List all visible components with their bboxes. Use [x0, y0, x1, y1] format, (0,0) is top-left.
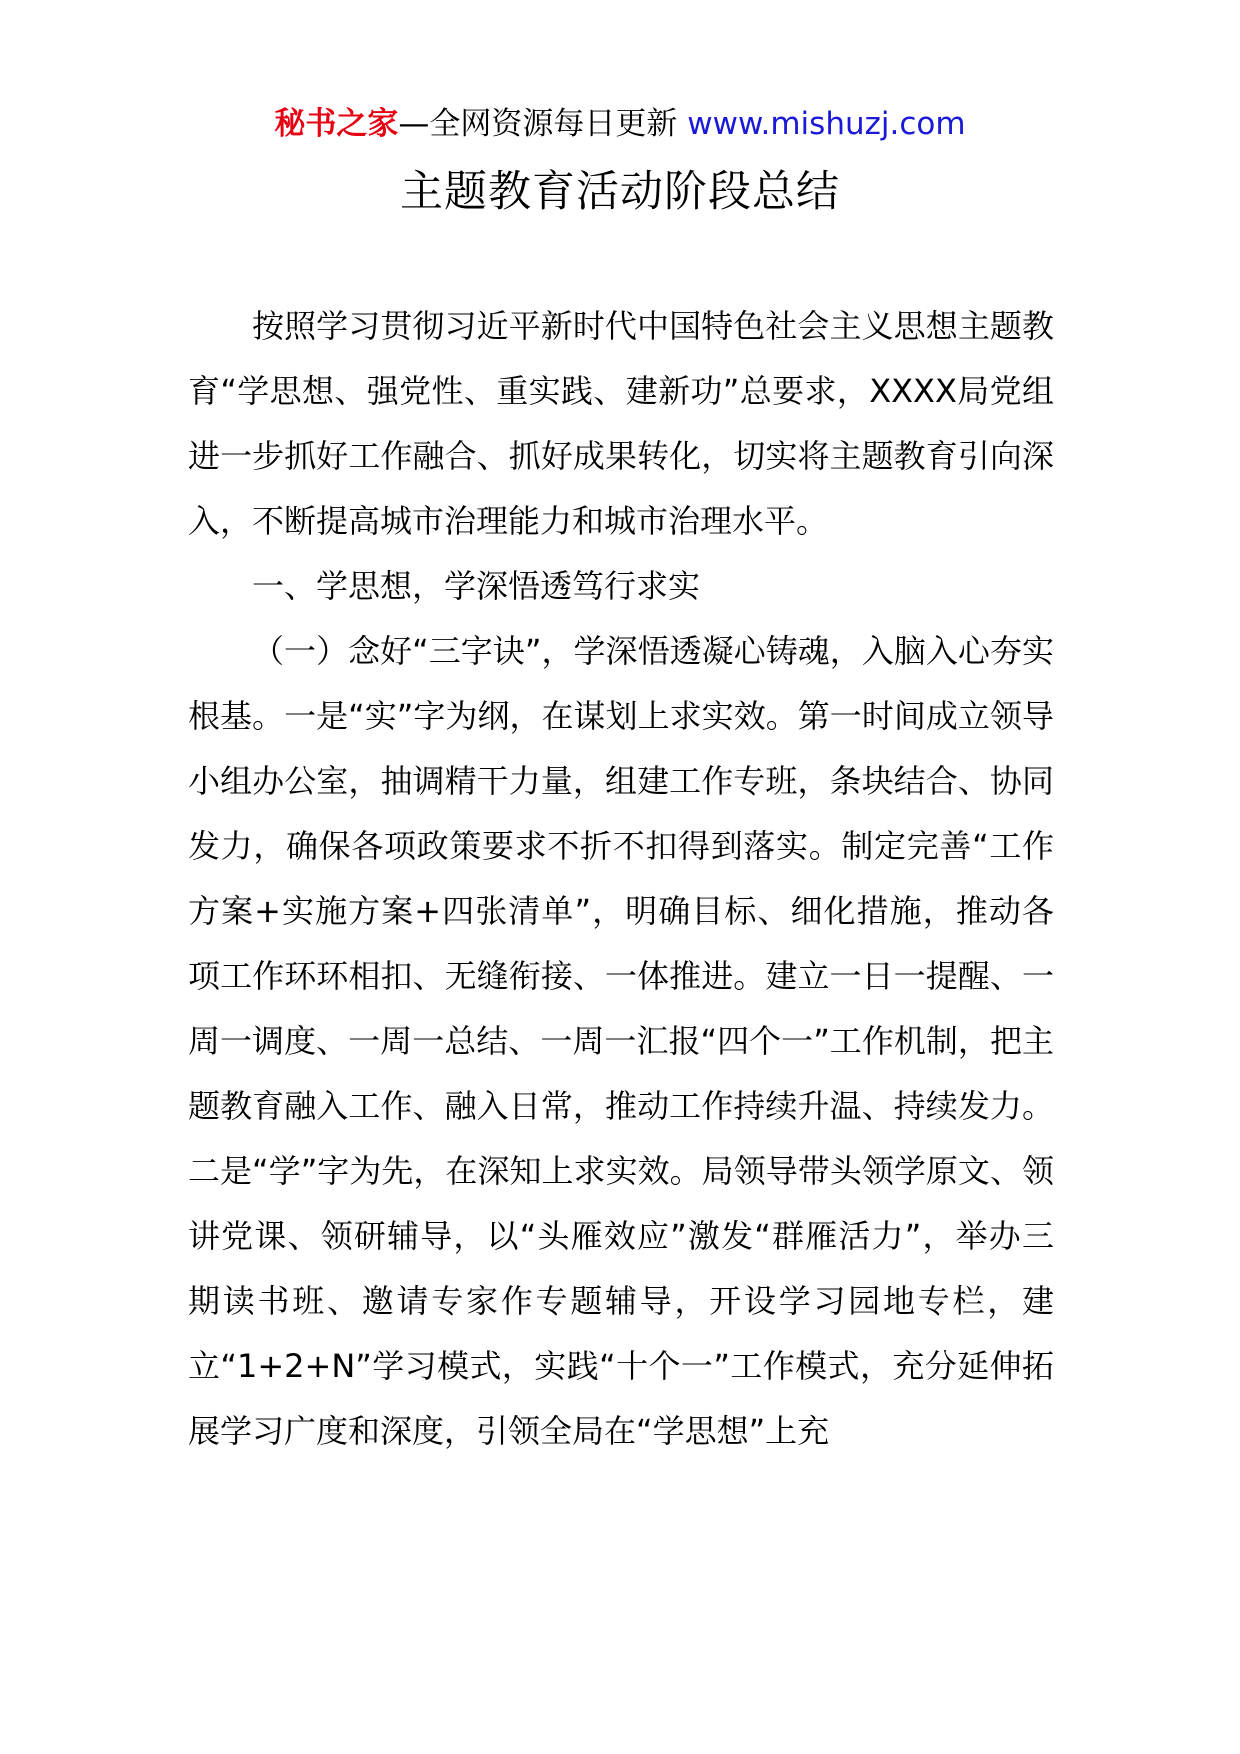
intro-paragraph: 按照学习贯彻习近平新时代中国特色社会主义思想主题教育“学思想、强党性、重实践、建新功”总要求，XXXX局党组进一步抓好工作融合、抓好成果转化，切实将主题教育引向深入，不断提高城市治理能力和城市治理水平。: [188, 307, 1054, 540]
site-header: [0, 102, 1240, 146]
header-tagline: —全网资源每日更新: [398, 106, 688, 142]
document-body: [188, 294, 1054, 1464]
brand-name: 秘书之家: [274, 106, 399, 142]
site-url-link[interactable]: www.mishuzj.com: [687, 106, 966, 142]
document-title: 主题教育活动阶段总结: [400, 167, 840, 217]
body-paragraph: （一）念好“三字诀”，学深悟透凝心铸魂，入脑入心夯实根基。一是“实”字为纲，在谋划上求实效。第一时间成立领导小组办公室，抽调精干力量，组建工作专班，条块结合、协同发力，确保各项政策要求不折不扣得到落实。制定完善“工作方案+实施方案+四张清单”，明确目标、细化措施，推动各项工作环环相扣、无缝衔接、一体推进。建立一日一提醒、一周一调度、一周一总结、一周一汇报“四个一”工作机制，把主题教育融入工作、融入日常，推动工作持续升温、持续发力。二是“学”字为先，在深知上求实效。局领导带头领学原文、领讲党课、领研辅导，以“头雁效应”激发“群雁活力”，举办三期读书班、邀请专家作专题辅导，开设学习园地专栏，建立“1+2+N”学习模式，实践“十个一”工作模式，充分延伸拓展学习广度和深度，引领全局在“学思想”上充: [188, 632, 1054, 1450]
section-heading: 一、学思想，学深悟透笃行求实: [252, 567, 701, 605]
